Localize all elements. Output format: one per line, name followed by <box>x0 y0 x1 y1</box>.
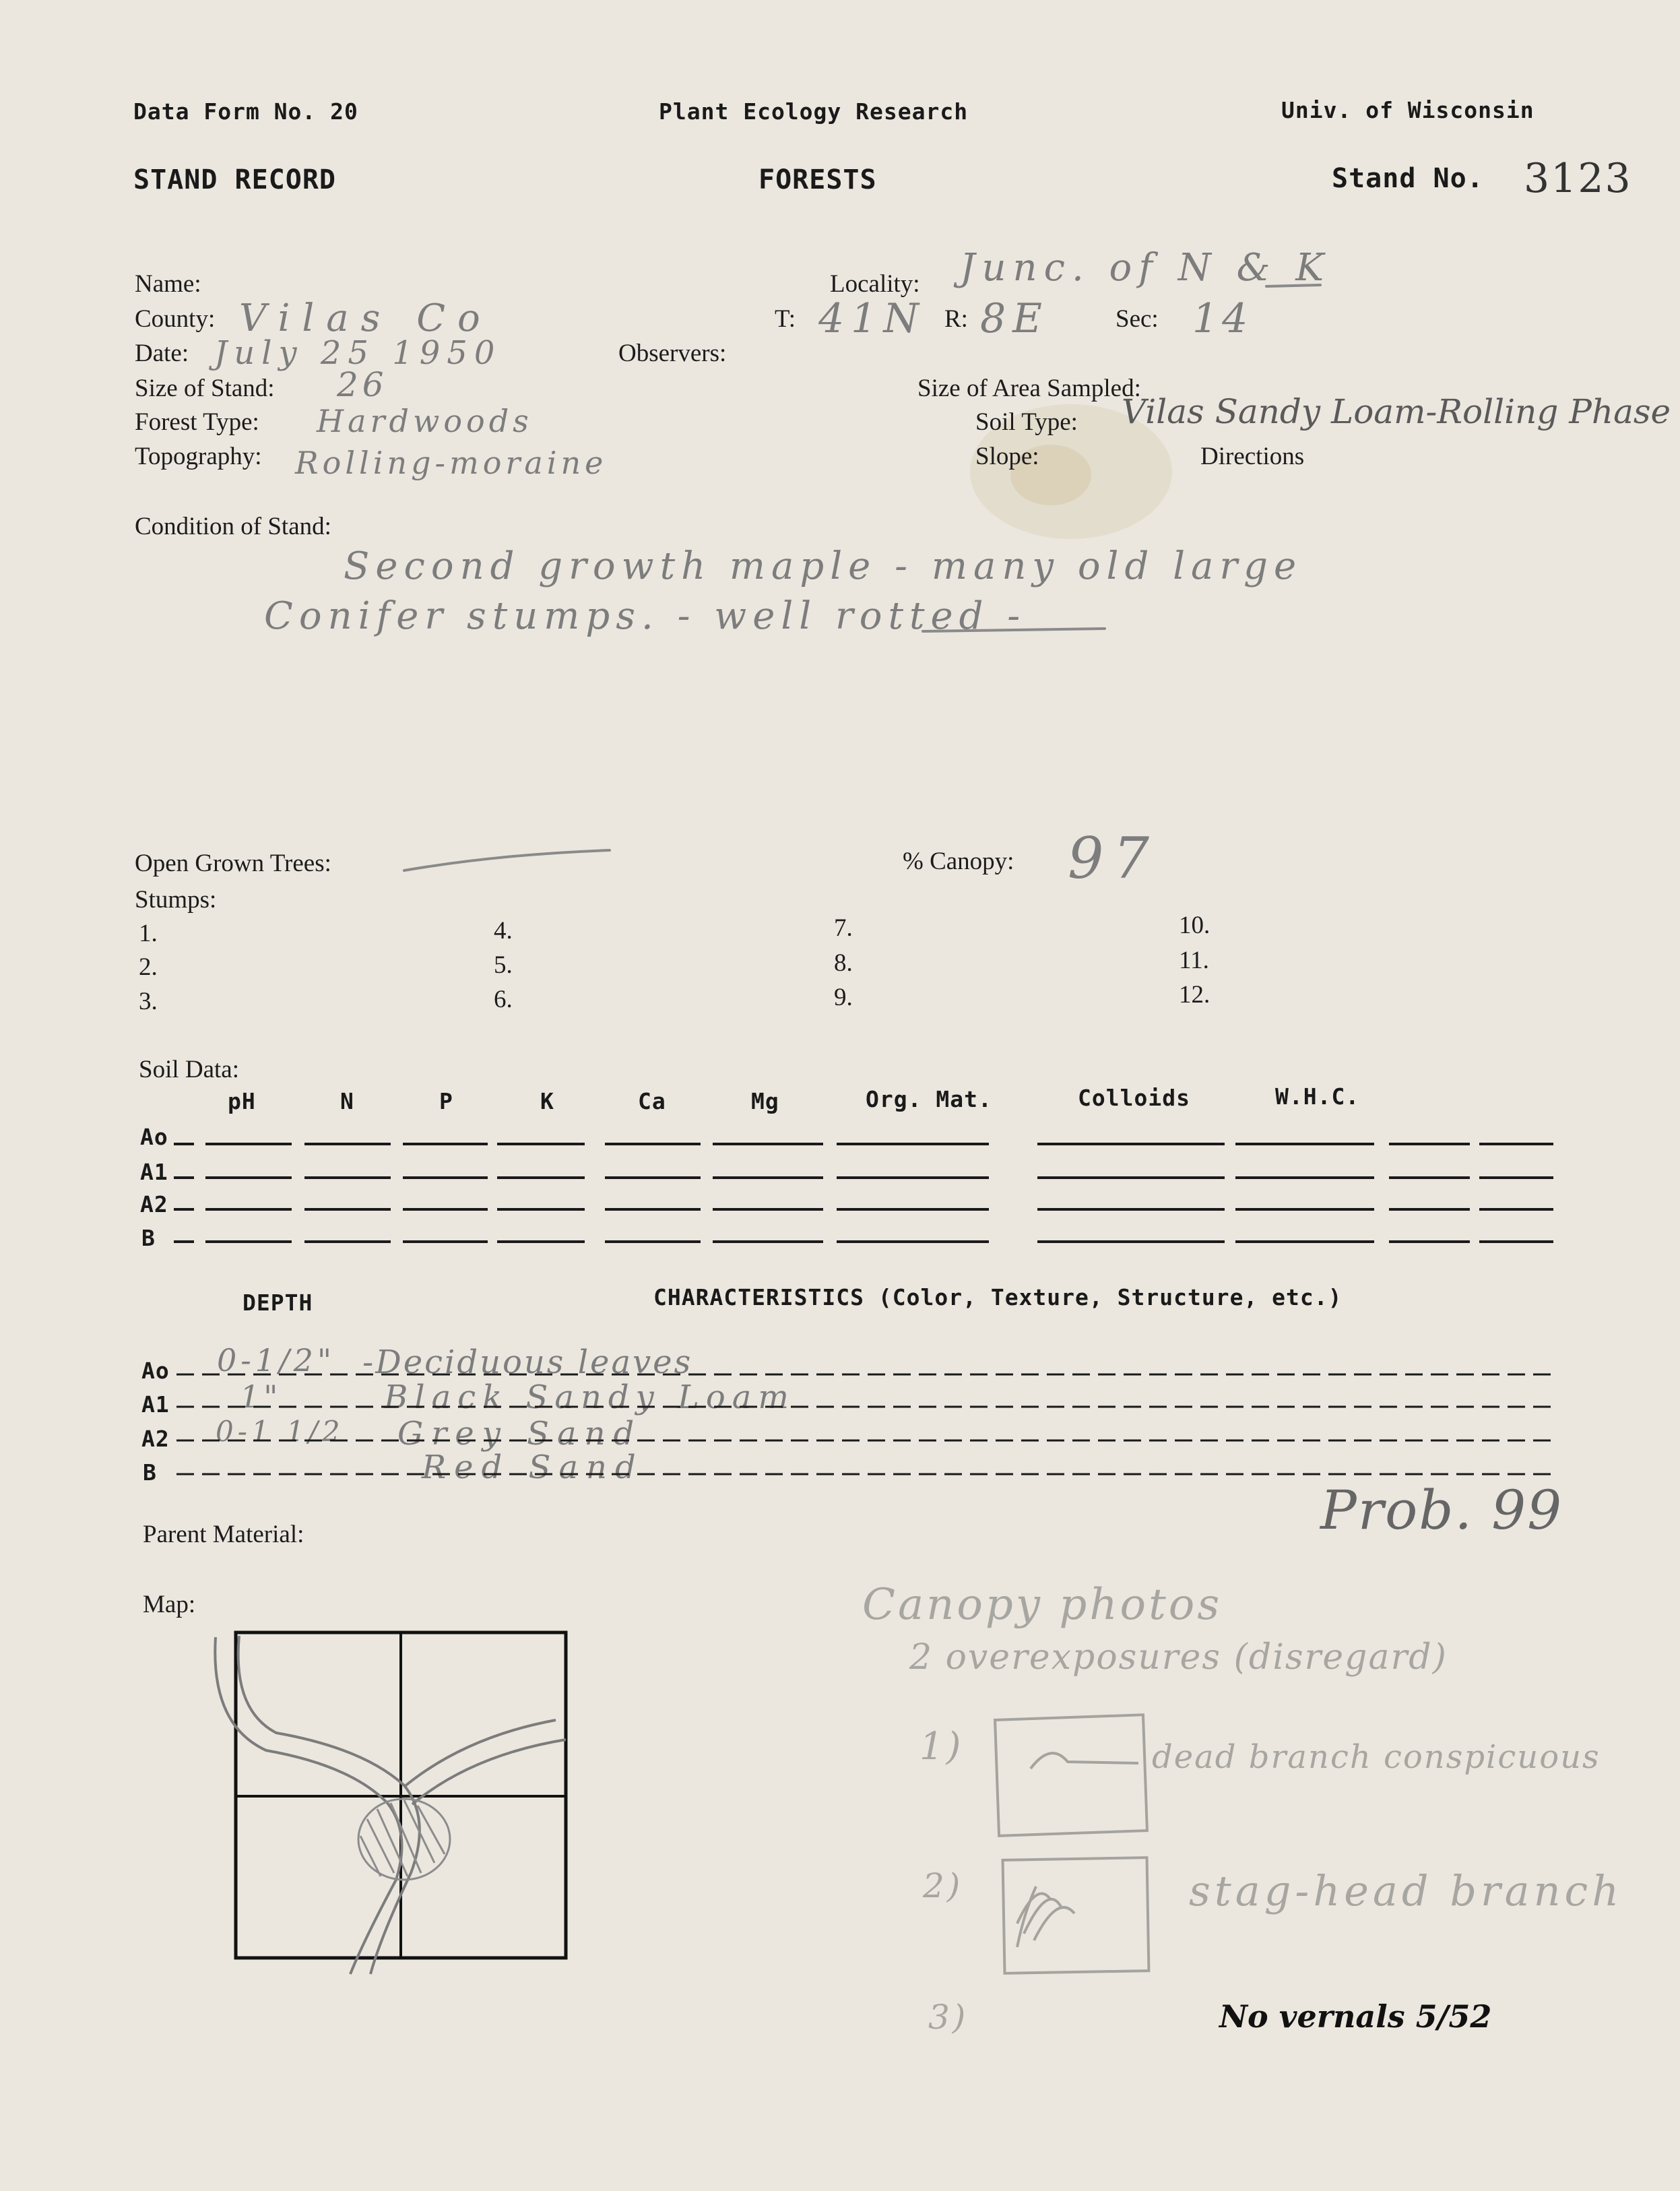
t-value: 41N <box>818 295 926 342</box>
locality-label: Locality: <box>830 270 920 298</box>
soil-data-label: Soil Data: <box>139 1056 240 1083</box>
sec-value: 14 <box>1192 295 1252 342</box>
canopy-value: 97 <box>1068 825 1159 891</box>
photo-2-note: stag-head branch <box>1189 1866 1623 1915</box>
map-road-sketch <box>215 1636 566 1974</box>
stump-number: 9. <box>834 984 853 1011</box>
stump-number: 7. <box>834 914 853 942</box>
profile-horizon: Ao <box>141 1358 170 1384</box>
profile-horizon: B <box>143 1459 157 1486</box>
stump-number: 4. <box>494 917 513 945</box>
soil-row-ao: Ao <box>140 1124 168 1150</box>
profile-depth: 1" <box>240 1378 282 1415</box>
topography-value: Rolling-moraine <box>295 445 608 481</box>
soil-type-label: Soil Type: <box>975 408 1078 436</box>
topography-label: Topography: <box>135 443 262 470</box>
sec-label: Sec: <box>1116 305 1159 333</box>
prob-note: Prob. 99 <box>1320 1479 1563 1542</box>
profile-horizon: A1 <box>141 1391 170 1418</box>
stump-number: 10. <box>1179 912 1210 939</box>
condition-line-2: Conifer stumps. - well rotted - <box>264 594 1027 638</box>
forest-type-label: Forest Type: <box>135 408 259 436</box>
soil-col-p: P <box>439 1088 453 1114</box>
county-label: County: <box>135 305 216 333</box>
photo-1-box <box>995 1715 1147 1836</box>
characteristics-header: CHARACTERISTICS (Color, Texture, Structure, etc.) <box>653 1284 1343 1310</box>
profile-depth: 0-1/2" <box>217 1342 335 1378</box>
soil-col-k: K <box>540 1088 554 1114</box>
stand-no-label: Stand No. <box>1332 163 1484 194</box>
stump-number: 12. <box>1179 981 1210 1009</box>
stump-number: 8. <box>834 949 853 977</box>
slope-label: Slope: <box>975 443 1039 470</box>
soil-col-ca: Ca <box>638 1088 666 1114</box>
open-grown-label: Open Grown Trees: <box>135 850 331 877</box>
date-value: July 25 1950 <box>214 334 502 372</box>
size-value: 26 <box>337 365 388 404</box>
stump-number: 3. <box>139 988 158 1015</box>
observers-label: Observers: <box>618 340 727 367</box>
handwritten-strokes <box>404 285 1320 870</box>
stump-number: 2. <box>139 953 158 981</box>
soil-data-grid <box>174 1144 1553 1242</box>
soil-row-a2: A2 <box>140 1191 168 1217</box>
date-label: Date: <box>135 340 189 367</box>
locality-value: Junc. of N & K <box>960 246 1331 290</box>
soil-col-mg: Mg <box>751 1088 779 1114</box>
stumps-label: Stumps: <box>135 886 217 914</box>
canopy-photo-boxes <box>995 1715 1149 1973</box>
canopy-label: % Canopy: <box>903 848 1014 875</box>
profile-horizon: A2 <box>141 1426 170 1452</box>
soil-type-value: Vilas Sandy Loam-Rolling Phase <box>1122 392 1671 431</box>
photo-2-sketch <box>1017 1886 1074 1947</box>
photo-1-sketch <box>1031 1753 1138 1769</box>
organization: Plant Ecology Research <box>659 98 969 125</box>
profile-characteristic: Grey Sand <box>397 1415 643 1453</box>
condition-line-1: Second growth maple - many old large <box>344 544 1303 588</box>
county-value: Vilas Co <box>239 296 492 340</box>
profile-depth: 0-1 1/2 <box>216 1415 344 1448</box>
canopy-photos-note: Canopy photos <box>862 1580 1223 1630</box>
soil-col-colloids: Colloids <box>1078 1085 1190 1111</box>
stump-number: 5. <box>494 951 513 979</box>
category-title: FORESTS <box>758 164 877 195</box>
stand-no-value: 3123 <box>1524 155 1632 202</box>
profile-dashed-lines <box>176 1374 1556 1474</box>
soil-col-ph: pH <box>228 1088 256 1114</box>
photo-1-number: 1) <box>919 1725 964 1769</box>
vernals-note: No vernals 5/52 <box>1219 1998 1492 2035</box>
directions-label: Directions <box>1200 443 1305 470</box>
condition-label: Condition of Stand: <box>135 513 331 540</box>
soil-col-n: N <box>340 1088 354 1114</box>
parent-material-label: Parent Material: <box>143 1521 304 1548</box>
map-label: Map: <box>143 1591 196 1618</box>
open-grown-dash <box>404 850 610 870</box>
form-number: Data Form No. 20 <box>133 98 358 125</box>
soil-row-b: B <box>141 1225 156 1251</box>
profile-characteristic: Red Sand <box>422 1449 644 1486</box>
name-label: Name: <box>135 270 201 298</box>
size-label: Size of Stand: <box>135 375 275 402</box>
soil-col-whc: W.H.C. <box>1275 1083 1360 1110</box>
record-title: STAND RECORD <box>133 164 336 195</box>
map-marsh-hatch <box>358 1799 450 1880</box>
soil-row-a1: A1 <box>140 1159 168 1185</box>
stump-number: 6. <box>494 986 513 1013</box>
profile-characteristic: Black Sandy Loam <box>384 1378 796 1416</box>
university: Univ. of Wisconsin <box>1281 97 1534 123</box>
photo-1-note: dead branch conspicuous <box>1152 1738 1601 1776</box>
stump-number: 11. <box>1179 947 1209 974</box>
t-label: T: <box>775 305 796 333</box>
forest-type-value: Hardwoods <box>317 403 533 439</box>
locality-underline <box>1266 285 1320 286</box>
condition-underline <box>923 629 1105 631</box>
soil-col-org-mat: Org. Mat. <box>866 1086 992 1112</box>
sketch-map <box>215 1632 566 1974</box>
photo-2-number: 2) <box>923 1866 963 1905</box>
overexposures-note: 2 overexposures (disregard) <box>909 1637 1448 1678</box>
r-label: R: <box>944 305 968 333</box>
photo-3-number: 3) <box>928 1998 969 2037</box>
r-value: 8E <box>980 295 1049 342</box>
depth-header: DEPTH <box>243 1290 313 1316</box>
profile-characteristic: -Deciduous leaves <box>362 1343 693 1381</box>
stump-number: 1. <box>139 920 158 947</box>
area-sampled-label: Size of Area Sampled: <box>917 375 1141 402</box>
